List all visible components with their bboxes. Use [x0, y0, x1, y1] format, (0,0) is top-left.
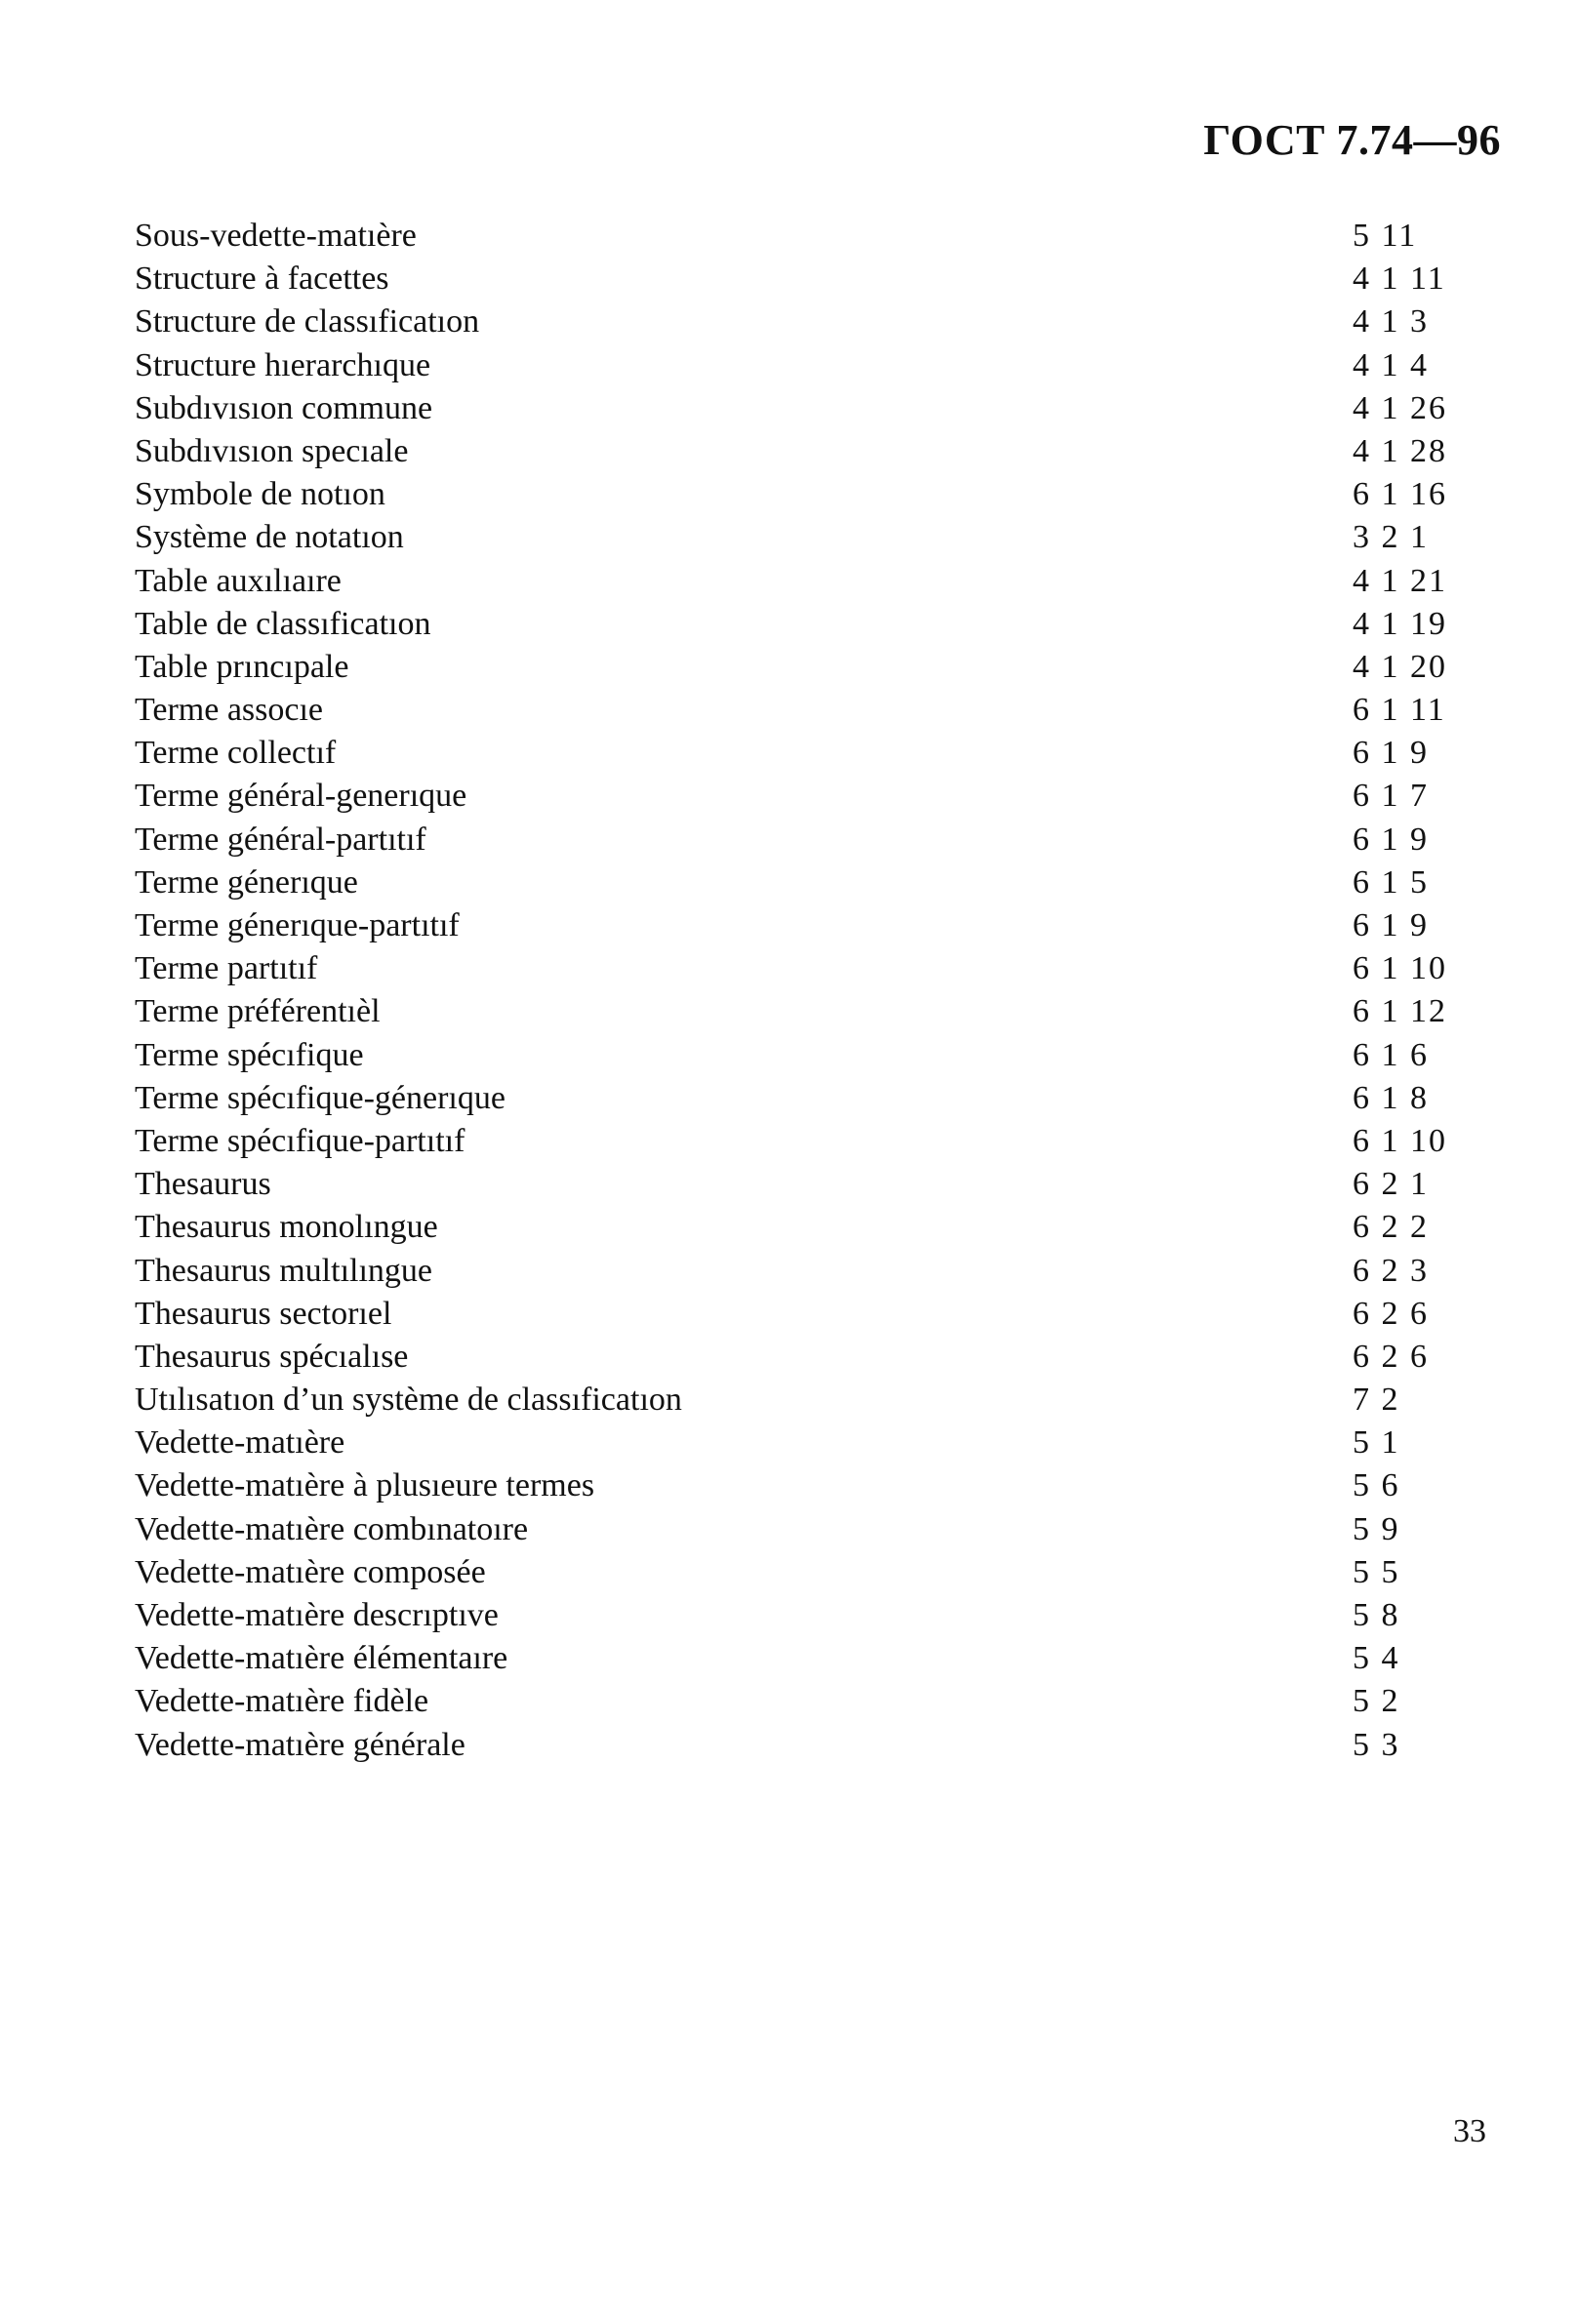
index-reference: 4 1 19 [1353, 605, 1447, 642]
index-term: Terme spécıfique-partıtıf [135, 1122, 465, 1159]
index-term: Thesaurus sectorıel [135, 1295, 392, 1332]
index-term: Subdıvısıon specıale [135, 432, 409, 469]
index-reference: 4 1 21 [1353, 562, 1447, 599]
index-term: Système de notatıon [135, 519, 404, 556]
index-reference: 7 2 [1353, 1382, 1400, 1419]
index-reference: 6 1 6 [1353, 1036, 1429, 1073]
index-term: Terme spécıfique-génerıque [135, 1079, 505, 1116]
index-entry-row [135, 430, 1447, 473]
index-reference: 6 1 9 [1353, 907, 1429, 943]
index-reference: 5 1 [1353, 1424, 1400, 1462]
index-reference: 5 4 [1353, 1640, 1400, 1677]
index-entry-row [135, 301, 1429, 343]
index-reference: 5 2 [1353, 1683, 1400, 1720]
index-reference: 6 1 9 [1353, 821, 1429, 858]
index-entry-row [135, 1551, 1423, 1594]
index-reference: 6 1 10 [1353, 1122, 1447, 1159]
index-reference: 6 1 5 [1353, 863, 1429, 901]
index-term: Vedette-matıère à plusıeure termes [135, 1467, 595, 1504]
index-reference: 6 2 1 [1353, 1166, 1429, 1203]
index-term: Terme préférentıèl [135, 993, 381, 1030]
index-entry-row [135, 258, 1446, 301]
index-term: Vedette-matıère combınatoıre [135, 1510, 529, 1547]
index-reference: 5 9 [1353, 1510, 1400, 1547]
index-entry-row [135, 1379, 1423, 1422]
index-entry-row [135, 215, 1423, 258]
index-term: Vedette-matıère élémentaıre [135, 1640, 508, 1677]
index-entry-row [135, 1206, 1429, 1249]
index-reference: 6 2 2 [1353, 1209, 1429, 1246]
index-term: Thesaurus multılıngue [135, 1252, 433, 1289]
index-reference: 5 6 [1353, 1467, 1400, 1504]
index-entry-row [135, 775, 1429, 818]
index-entry-row [135, 516, 1429, 559]
index-entry-row [135, 947, 1447, 990]
index-entry-row [135, 819, 1429, 861]
index-entry-row [135, 473, 1447, 516]
index-term: Terme génerıque [135, 863, 358, 901]
index-term: Vedette-matıère [135, 1424, 345, 1462]
index-entry-row [135, 1422, 1423, 1464]
index-entry-row [135, 1293, 1429, 1336]
index-entry-row [135, 1250, 1429, 1293]
index-term: Vedette-matıère générale [135, 1726, 465, 1763]
index-entry-row [135, 1637, 1423, 1680]
index-entry-row [135, 1594, 1423, 1637]
index-reference: 4 1 4 [1353, 346, 1429, 383]
index-entry-row [135, 387, 1447, 430]
index-entry-row [135, 990, 1447, 1033]
index-entry-row [135, 732, 1429, 775]
index-term: Thesaurus monolıngue [135, 1209, 438, 1246]
index-reference: 6 2 6 [1353, 1338, 1429, 1375]
index-entry-row [135, 646, 1447, 689]
index-term: Vedette-matıère descrıptıve [135, 1597, 499, 1633]
index-entry-row [135, 560, 1447, 603]
index-reference: 6 1 16 [1353, 476, 1447, 513]
index-entry-row [135, 1034, 1429, 1077]
index-reference: 6 1 11 [1353, 692, 1446, 729]
term-index-list [135, 215, 1447, 1767]
index-reference: 3 2 1 [1353, 519, 1429, 556]
index-entry-row [135, 1077, 1429, 1120]
index-reference: 4 1 26 [1353, 389, 1447, 426]
index-entry-row [135, 1163, 1429, 1206]
index-reference: 5 5 [1353, 1553, 1400, 1590]
index-entry-row [135, 344, 1429, 387]
index-entry-row [135, 1508, 1423, 1551]
index-reference: 5 11 [1353, 218, 1418, 254]
index-entry-row [135, 1336, 1429, 1379]
index-reference: 4 1 20 [1353, 648, 1447, 685]
index-term: Terme partıtıf [135, 950, 318, 987]
index-entry-row [135, 1724, 1423, 1767]
index-reference: 4 1 3 [1353, 303, 1429, 341]
index-reference: 6 1 7 [1353, 778, 1429, 815]
index-term: Structure de classıficatıon [135, 303, 480, 341]
index-term: Terme spécıfique [135, 1036, 364, 1073]
index-entry-row [135, 861, 1429, 904]
index-entry-row [135, 1680, 1423, 1723]
index-reference: 5 3 [1353, 1726, 1400, 1763]
index-term: Subdıvısıon commune [135, 389, 433, 426]
page-number: 33 [1453, 2113, 1486, 2149]
index-reference: 6 1 8 [1353, 1079, 1429, 1116]
index-reference: 4 1 11 [1353, 260, 1446, 298]
index-term: Terme général-generıque [135, 778, 467, 815]
index-reference: 6 2 3 [1353, 1252, 1429, 1289]
index-term: Table prıncıpale [135, 648, 349, 685]
index-term: Thesaurus spécıalıse [135, 1338, 409, 1375]
index-term: Terme collectıf [135, 735, 337, 772]
index-entry-row [135, 1464, 1423, 1507]
index-entry-row [135, 904, 1429, 947]
index-reference: 6 1 9 [1353, 735, 1429, 772]
index-term: Structure hıerarchıque [135, 346, 431, 383]
index-entry-row [135, 603, 1447, 646]
index-term: Symbole de notıon [135, 476, 385, 513]
index-reference: 6 2 6 [1353, 1295, 1429, 1332]
index-term: Structure à facettes [135, 260, 389, 298]
index-term: Terme général-partıtıf [135, 821, 426, 858]
index-reference: 6 1 12 [1353, 993, 1447, 1030]
index-term: Table de classıficatıon [135, 605, 431, 642]
index-entry-row [135, 1120, 1447, 1163]
index-term: Sous-vedette-matıère [135, 218, 417, 254]
index-term: Table auxılıaıre [135, 562, 342, 599]
index-reference: 6 1 10 [1353, 950, 1447, 987]
index-term: Terme génerıque-partıtıf [135, 907, 460, 943]
index-reference: 5 8 [1353, 1597, 1400, 1633]
index-term: Utılısatıon d’un système de classıficatıon [135, 1382, 682, 1419]
index-entry-row [135, 689, 1446, 732]
index-reference: 4 1 28 [1353, 432, 1447, 469]
index-term: Vedette-matıère fidèle [135, 1683, 429, 1720]
index-term: Vedette-matıère composée [135, 1553, 486, 1590]
standard-header: ГОСТ 7.74—96 [1203, 116, 1501, 164]
index-term: Terme assocıe [135, 692, 324, 729]
index-term: Thesaurus [135, 1166, 271, 1203]
